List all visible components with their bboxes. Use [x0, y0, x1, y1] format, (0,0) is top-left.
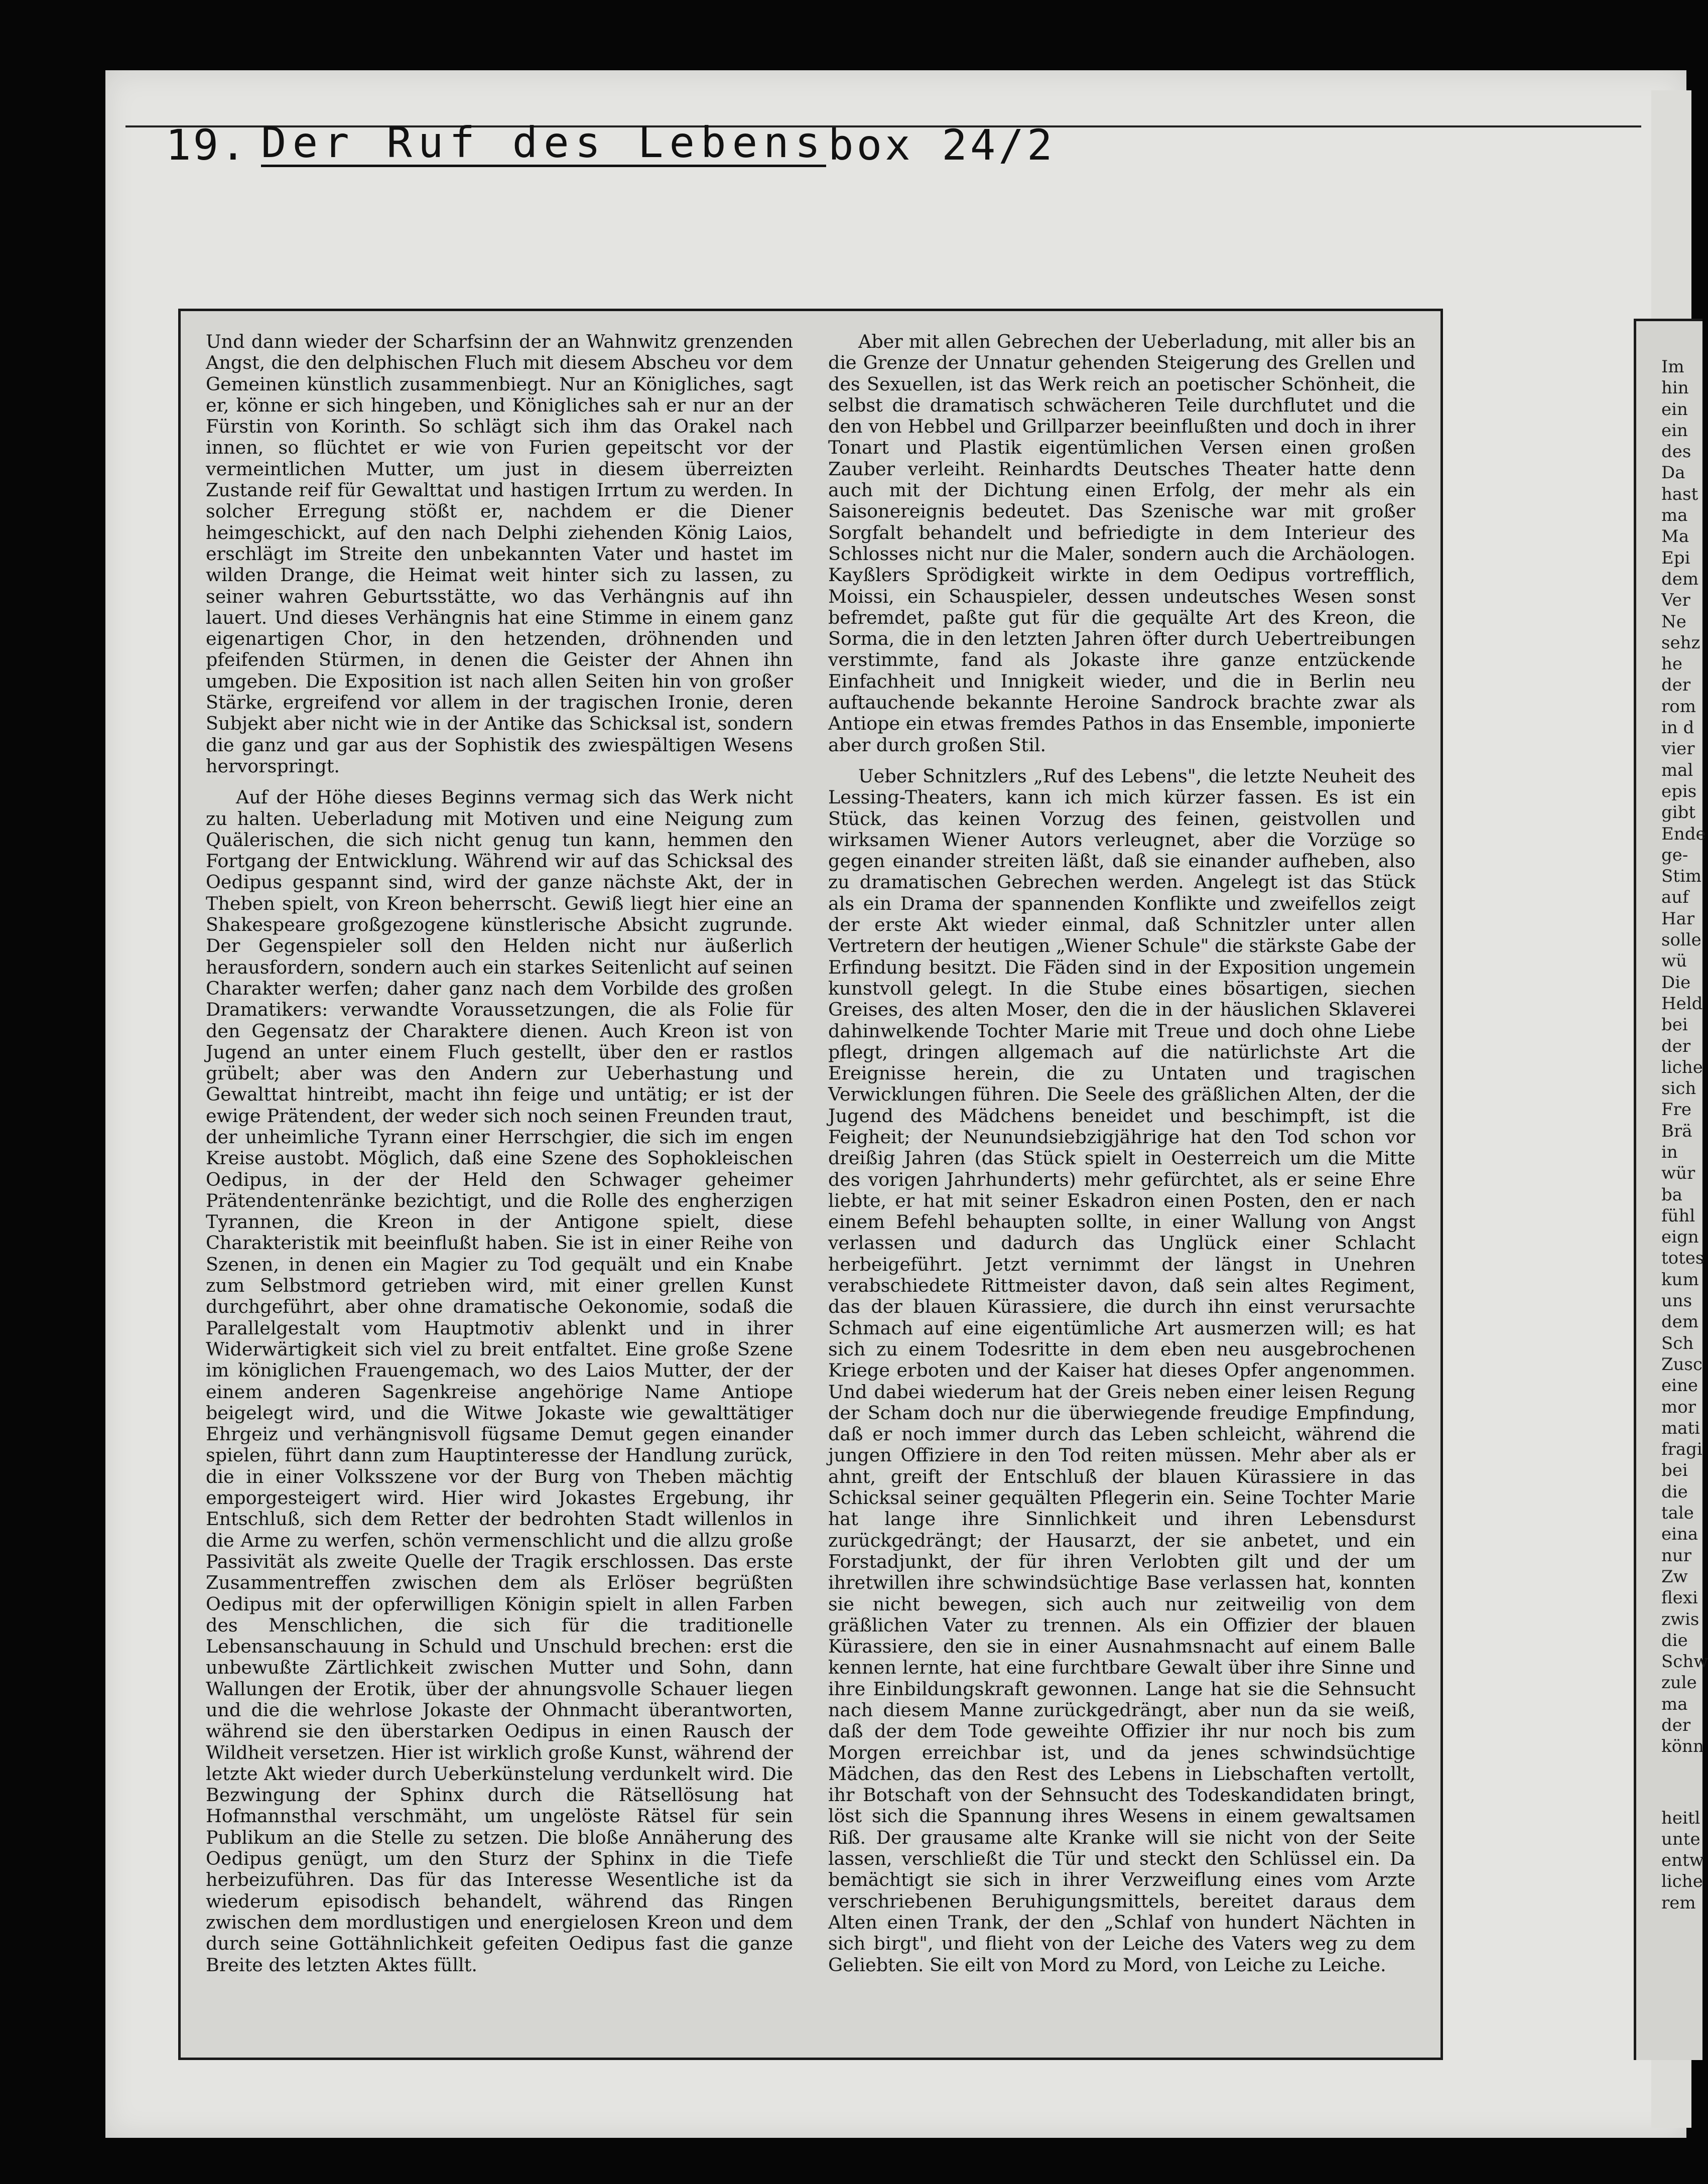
fragment-line: sich — [1661, 1078, 1696, 1099]
fragment-line: totes — [1661, 1248, 1704, 1269]
fragment-line: ein — [1661, 399, 1688, 420]
fragment-line: eina — [1661, 1524, 1698, 1545]
fragment-line: bei — [1661, 1460, 1688, 1481]
fragment-line: epis — [1661, 781, 1697, 801]
fragment-line: dem — [1661, 1312, 1699, 1332]
fragment-line: kum — [1661, 1269, 1699, 1290]
fragment-line: eign — [1661, 1227, 1699, 1248]
fragment-line: fragi — [1661, 1439, 1702, 1460]
fragment-line: der — [1661, 1715, 1691, 1735]
fragment-line: heitl — [1661, 1808, 1700, 1828]
fragment-line: des — [1661, 442, 1691, 462]
fragment-line: die — [1661, 1481, 1688, 1502]
fragment-line: wür — [1661, 1163, 1695, 1184]
fragment-line: zule — [1661, 1673, 1697, 1693]
fragment-line: Ende — [1661, 824, 1706, 844]
fragment-line: entw — [1661, 1850, 1704, 1871]
fragment-line: Die — [1661, 972, 1691, 993]
fragment-line: mal — [1661, 760, 1693, 780]
fragment-line: Stim — [1661, 866, 1702, 887]
fragment-line: wü — [1661, 951, 1687, 972]
paragraph: Auf der Höhe dieses Beginns vermag sich das Werk nicht zu halten. Ueberladung mit Motiven und eine Neigung zum Quälerischen, die sich nicht genug tun kann, hemmen den Fortgang der Entwicklung. Während wir auf das Schicksal des Oedipus gespannt sind, wird der ganze nächste Akt, der in Theben spielt, von Kreon beherrscht. Gewiß liegt hier eine an Shakespeare großgezogene künstlerische Absicht zugrunde. Der Gegenspieler soll den Helden nicht nur äußerlich herausfordern, sondern auch ein starkes Seitenlicht auf seinen Charakter werfen; daher ganz nach dem Vorbilde des großen Dramatikers: verwandte Voraussetzungen, die als Folie für den Gegensatz der Charaktere dienen. Auch Kreon ist von Jugend an unter einem Fluch gestellt, über den er rastlos grübelt; aber was den Andern zur Ueberhastung und Gewalttat hintreibt, macht ihn feige und untätig; er ist der ewige Prätendent, der weder sich noch seinen Freunden traut, der unheimliche Tyrann einer Herrschgier, die sich im engen Kreise austobt. Möglich, daß eine Szene des Sophokleischen Oedipus, in der der Held den Schwager geheimer Prätendentenränke bezichtigt, und die Rolle des engherzigen Tyrannen, die Kreon in der Antigone spielt, diese Charakteristik mit beeinflußt haben. Sie ist in einer Reihe von Szenen, in denen ein Magier zu Tod gequält und ein Knabe zum Selbstmord getrieben wird, mit einer grellen Kunst durchgeführt, aber ohne dramatische Oekonomie, sodaß die Parallelgestalt vom Hauptmotiv ablenkt und in ihrer Widerwärtigkeit sich viel zu breit entfaltet. Eine große Szene im königlichen Frauengemach, wo des Laios Mutter, der der einem anderen Sagenkreise angehörige Name Antiope beigelegt wird, und die Witwe Jokaste wie gewalttätiger Ehrgeiz und verhängnisvoll fügsame Demut gegen einander spielen, führt dann zum Hauptinteresse der Handlung zurück, die in einer Volksszene vor der Burg von Theben mächtig emporgesteigert wird. Hier wird Jokastes Ergebung, ihr Entschluß, sich dem Retter der bedrohten Stadt willenlos in die Arme zu werfen, schön vermenschlicht und die allzu große Passivität als zweite Quelle der Tragik erschlossen. Das erste Zusammentreffen zwischen dem als Erlöser begrüßten Oedipus mit der opferwilligen Königin spielt in allen Farben des Menschlichen, die sich für die traditionelle Lebensanschauung in Schuld und Unschuld brechen: erst die unbewußte Zärtlichkeit zwischen Mutter und Sohn, dann Wallungen der Erotik, über der ahnungsvolle Schauer liegen und die die wehrlose Jokaste der Ohnmacht überantworten, während sie den überstarken Oedipus in einen Rausch der Wildheit versetzen. Hier ist wirklich große Kunst, während der letzte Akt wieder durch Ueberkünstelung verdunkelt wird. Die Bezwingung der Sphinx durch die Rätsellösung hat Hofmannsthal verschmäht, um ungelöste Rätsel für sein Publikum an die Stelle zu setzen. Die bloße Annäherung des Oedipus genügt, um den Sturz der Sphinx in die Tiefe herbeizuführen. Das für das Interesse Wesentliche ist da wiederum episodisch behandelt, während das Ringen zwischen dem mordlustigen und energielosen Kreon und dem durch seine Gottähnlichkeit gefeiten Oedipus fast die ganze Breite des letzten Aktes füllt. — [206, 786, 793, 1976]
paragraph: Und dann wieder der Scharfsinn der an Wahnwitz grenzenden Angst, die den delphischen Fluch mit diesem Abscheu vor dem Gemeinen künstlich zusammenbiegt. Nur an Königliches, sagt er, könne er sich hingeben, und Königliches sah er nur an der Fürstin von Korinth. So schlägt sich ihm das Orakel nach innen, so flüchtet er wie von Furien gepeitscht vor der vermeintlichen Mutter, um just in diesem überreizten Zustande reif für Gewalttat und hastigen Irrtum zu werden. In solcher Erregung stößt er, nachdem er die Diener heimgeschickt, auf den nach Delphi ziehenden König Laios, erschlägt im Streite den unbekannten Vater und hastet im wilden Drange, die Heimat weit hinter sich zu lassen, zu seiner wahren Geburtsstätte, wo das Verhängnis auf ihn lauert. Und dieses Verhängnis hat eine Stimme in einem ganz eigenartigen Chor, in den hetzenden, dröhnenden und pfeifenden Stürmen, in denen die Geister der Ahnen ihn umgeben. Die Exposition ist nach allen Seiten hin von großer Stärke, ergreifend vor allem in der tragischen Ironie, deren Subjekt aber nicht wie in der Antike das Schicksal ist, sondern die ganz und gar aus der Sophistik des zwiespältigen Wesens hervorspringt. — [206, 331, 793, 777]
fragment-line: liche — [1661, 1871, 1703, 1892]
fragment-line: der — [1661, 1036, 1691, 1056]
fragment-line: Epi — [1661, 548, 1690, 568]
folder-title: Der Ruf des Lebens — [261, 118, 827, 167]
fragment-line: der — [1661, 675, 1691, 696]
fragment-line: könn — [1661, 1736, 1704, 1757]
fragment-line: Schw — [1661, 1652, 1708, 1672]
folder-number: 19. — [166, 120, 248, 170]
fragment-line: ba — [1661, 1184, 1683, 1205]
fragment-line: Ne — [1661, 611, 1686, 632]
fragment-line: nur — [1661, 1545, 1692, 1566]
fragment-line: mati — [1661, 1418, 1700, 1438]
fragment-line: Brä — [1661, 1121, 1692, 1141]
fragment-line: in — [1661, 1142, 1678, 1162]
adjacent-clipping-fragment — [1634, 319, 1708, 2060]
fragment-line: unte — [1661, 1829, 1700, 1849]
fragment-line: mor — [1661, 1397, 1696, 1417]
fragment-line: dem — [1661, 569, 1699, 589]
box-label: box 24/2 — [828, 120, 1056, 170]
fragment-line: Zusc — [1661, 1354, 1703, 1375]
newspaper-clipping — [178, 309, 1443, 2060]
fragment-line: he — [1661, 654, 1683, 674]
fragment-line: fühl — [1661, 1205, 1695, 1226]
fragment-line: sehz — [1661, 632, 1700, 653]
fragment-line: Sch — [1661, 1333, 1694, 1353]
column-right — [828, 331, 1415, 2042]
fragment-line: ge- — [1661, 845, 1688, 865]
fragment-line: ma — [1661, 1694, 1688, 1714]
fragment-line: Ver — [1661, 590, 1690, 611]
fragment-line: Da — [1661, 463, 1685, 483]
fragment-line: hast — [1661, 484, 1698, 504]
fragment-line: rom — [1661, 696, 1696, 717]
fragment-line: tale — [1661, 1503, 1694, 1524]
fragment-line: liche — [1661, 1057, 1703, 1077]
fragment-line: ein — [1661, 420, 1688, 441]
fragment-line: Held — [1661, 993, 1703, 1014]
paragraph: Ueber Schnitzlers „Ruf des Lebens", die letzte Neuheit des Lessing-Theaters, kann ich mich kürzer fassen. Es ist ein Stück, das keinen Vorzug des feinen, geistvollen und wirksamen Wiener Autors verleugnet, aber die Vorzüge so gegen einander streiten läßt, daß sie einander aufheben, also zu dramatischen Gebrechen werden. Angelegt ist das Stück als ein Drama der spannenden Konflikte und zweifellos zeigt der erste Akt wieder einmal, daß Schnitzler unter allen Vertretern der heutigen „Wiener Schule" die stärkste Gabe der Erfindung besitzt. Die Fäden sind in der Exposition ungemein kunstvoll gelegt. In die Stube eines bösartigen, siechen Greises, des alten Moser, den die in der häuslichen Sklaverei dahinwelkende Tochter Marie mit Treue und doch ohne Liebe pflegt, dringen allgemach auf die natürlichste Art die Ereignisse herein, die zu Untaten und tragischen Verwicklungen führen. Die Seele des gräßlichen Alten, der die Jugend des Mädchens beneidet und beschimpft, ist die Feigheit; der Neunundsiebzigjährige hat den Tod schon vor dreißig Jahren (das Stück spielt in Oesterreich um die Mitte des vorigen Jahrhunderts) mehr gefürchtet, als er seine Ehre liebte, er hat mit seiner Eskadron einen Posten, den er nach einem Befehl behaupten sollte, in einer Wallung von Angst verlassen und dadurch das Unglück einer Schlacht herbeigeführt. Jetzt vernimmt der längst in Unehren verabschiedete Rittmeister davon, daß sein altes Regiment, das der blauen Kürassiere, die durch ihn einst verursachte Schmach auf eine eigentümliche Art ausmerzen will; es hat sich zu einem Todesritte in dem eben neu ausgebrochenen Kriege erboten und der Kaiser hat dieses Opfer angenommen. Und dabei wiederum hat der Greis neben einer leisen Regung der Scham doch nur die überwiegende freudige Empfindung, daß er noch immer durch das Leben schleicht, während die jungen Offiziere in den Tod reiten müssen. Mehr aber als er ahnt, greift der Entschluß der blauen Kürassiere in das Schicksal seiner gequälten Pflegerin ein. Seine Tochter Marie hat lange ihre Sinnlichkeit und ihren Lebensdurst zurückgedrängt; der Hausarzt, der sie anbetet, und ein Forstadjunkt, der für ihren Verlobten gilt und der um ihretwillen ihre schwindsüchtige Base verlassen hat, konnten sie nicht bewegen, sich auch nur zeitweilig von dem gräßlichen Vater zu trennen. Als ein Offizier der blauen Kürassiere, den sie in einer Ausnahmsnacht auf einem Balle kennen lernte, hat eine furchtbare Gewalt über ihre Sinne und ihre Einbildungskraft gewonnen. Lange hat sie die Sehnsucht nach diesem Manne zurückgedrängt, aber nun da sie weiß, daß der dem Tode geweihte Offizier ihr nur noch bis zum Morgen erreichbar ist, und da jenes schwindsüchtige Mädchen, das den Rest des Lebens in Liebschaften vertollt, ihr Botschaft von der Sehnsucht des Todeskandidaten bringt, löst sich die Spannung ihres Wesens in einem gewaltsamen Riß. Der grausame alte Kranke will sie nicht von der Seite lassen, verschließt die Tür und steckt den Schlüssel ein. Da bemächtigt sie sich in ihrer Verzweiflung eines vom Arzte verschriebenen Beruhigungsmittels, bereitet daraus dem Alten einen Trank, der den „Schlaf von hundert Nächten in sich birgt", und flieht von der Leiche des Vaters weg zu dem Geliebten. Sie eilt von Mord zu Mord, von Leiche zu Leiche. — [828, 765, 1415, 1976]
fragment-line: flexi — [1661, 1588, 1698, 1608]
fragment-line: uns — [1661, 1291, 1692, 1311]
fragment-line: ma — [1661, 505, 1688, 526]
fragment-line: in d — [1661, 718, 1694, 738]
fragment-line: rem — [1661, 1892, 1696, 1913]
fragment-line: bei — [1661, 1015, 1688, 1035]
fragment-line: zwis — [1661, 1609, 1699, 1629]
archive-header — [141, 95, 1395, 196]
fragment-line: Im — [1661, 357, 1684, 377]
column-left — [206, 331, 793, 2042]
fragment-list-upper — [1636, 321, 1708, 1757]
fragment-line: vier — [1661, 739, 1695, 759]
fragment-line: eine — [1661, 1376, 1698, 1396]
fragment-line: auf — [1661, 887, 1689, 908]
fragment-line: hin — [1661, 378, 1689, 398]
fragment-line: solle — [1661, 930, 1701, 950]
fragment-line: die — [1661, 1630, 1688, 1651]
fragment-line: Fre — [1661, 1100, 1691, 1120]
fragment-list-lower — [1636, 1808, 1702, 1914]
fragment-line: Zw — [1661, 1566, 1688, 1587]
fragment-line: Har — [1661, 908, 1695, 929]
paragraph: Aber mit allen Gebrechen der Ueberladung, mit aller bis an die Grenze der Unnatur gehenden Steigerung des Grellen und des Sexuellen, ist das Werk reich an poetischer Schönheit, die selbst die dramatisch schwächeren Teile durchflutet und die den von Hebbel und Grillparzer beeinflußten und doch in ihrer Tonart und Plastik eigentümlichen Versen einen großen Zauber verleiht. Reinhardts Deutsches Theater hatte denn auch mit der Dichtung einen Erfolg, der mehr als ein Saisonereignis bedeutet. Das Szenische war mit großer Sorgfalt behandelt und befriedigte in dem Interieur des Schlosses nicht nur die Maler, sondern auch die Archäologen. Kayßlers Sprödigkeit wirkte in dem Oedipus vortrefflich, Moissi, ein Schauspieler, dessen undeutsches Wesen sonst befremdet, paßte gut für die gequälte Art des Kreon, die Sorma, die in den letzten Jahren öfter durch Uebertreibungen verstimmte, fand als Jokaste ihre ganze entzückende Einfachheit und Innigkeit wieder, und die in Berlin neu auftauchende bekannte Heroine Sandrock brachte zwar als Antiope ein etwas fremdes Pathos in das Ensemble, imponierte aber durch großen Stil. — [828, 331, 1415, 756]
fragment-line: Ma — [1661, 526, 1689, 547]
fragment-line: gibt — [1661, 802, 1696, 823]
